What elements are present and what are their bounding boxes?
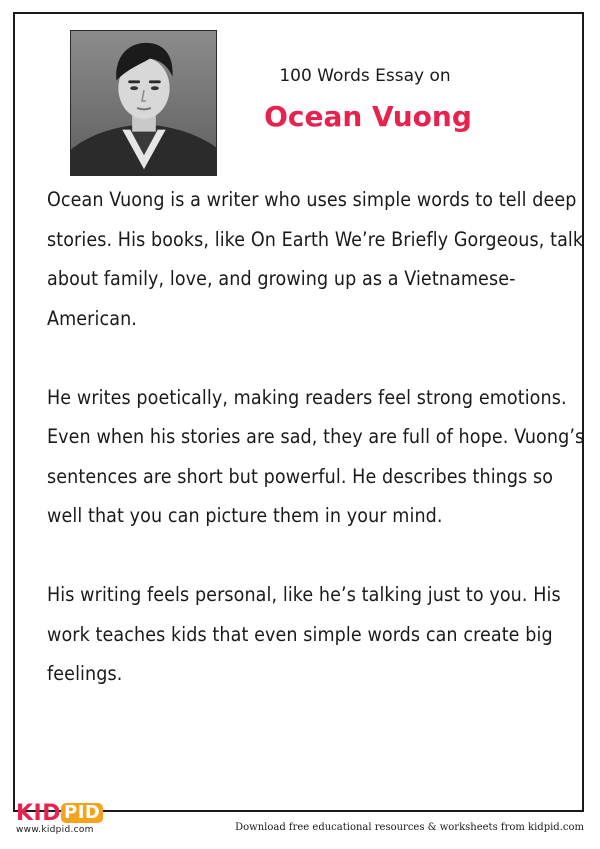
essay-body <box>47 180 587 733</box>
essay-paragraph: His writing feels personal, like he’s talking just to you. His work teaches kids that even simple words can create big feelings. <box>47 583 561 685</box>
logo-brand-badge: PID <box>61 803 103 823</box>
worksheet-frame <box>13 12 584 812</box>
logo-brand-main: KID <box>16 801 61 826</box>
essay-paragraph: He writes poetically, making readers feel strong emotions. Even when his stories are sad, they are full of hope. Vuong’s sentences are short but powerful. He describes things so well that you can picture them in your mind. <box>47 385 585 527</box>
kidpid-logo[interactable] <box>16 803 103 833</box>
logo-url[interactable]: www.kidpid.com <box>16 825 94 835</box>
footer-text: Download free educational resources & worksheets from kidpid.com <box>235 822 584 833</box>
essay-title: Ocean Vuong <box>264 100 472 133</box>
essay-subtitle: 100 Words Essay on <box>279 66 451 86</box>
author-portrait <box>70 30 217 176</box>
essay-paragraph: Ocean Vuong is a writer who uses simple words to tell deep stories. His books, like On Earth We’re Briefly Gorgeous, talk about family, love, and growing up as a Vietnamese-American. <box>47 188 584 330</box>
logo-wordmark <box>16 803 103 825</box>
